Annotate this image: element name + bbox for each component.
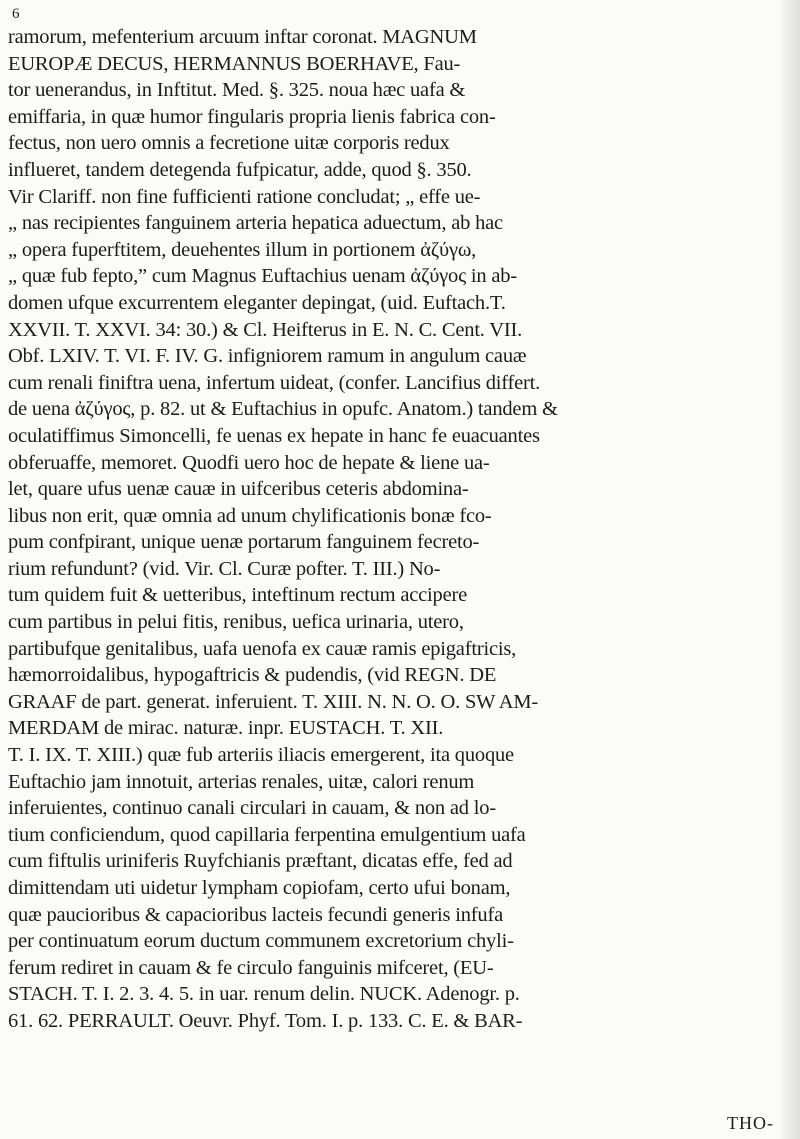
text-line: XXVII. T. XXVI. 34: 30.) & Cl. Heifterus in E. N. C. Cent. VII. bbox=[8, 318, 523, 341]
text-line: Obf. LXIV. T. VI. F. IV. G. infigniorem ramum in angulum cauæ bbox=[8, 345, 527, 368]
text-line: obferuaffe, memoret. Quodfi uero hoc de hepate & liene ua- bbox=[8, 451, 490, 474]
text-line: tium conficiendum, quod capillaria ferpentina emulgentium uafa bbox=[8, 823, 526, 846]
text-line: de uena ἀζύγος, p. 82. ut & Euftachius in opufc. Anatom.) tandem & bbox=[8, 398, 558, 421]
text-line: hæmorroidalibus, hypogaftricis & pudendis, (vid REGN. DE bbox=[8, 664, 497, 687]
catchword: THO- bbox=[727, 1113, 774, 1133]
text-line: „ quæ fub fepto,” cum Magnus Euftachius uenam ἀζύγος in ab- bbox=[8, 265, 517, 288]
text-body bbox=[8, 24, 773, 1035]
text-line: T. I. IX. T. XIII.) quæ fub arteriis iliacis emergerent, ita quoque bbox=[8, 744, 514, 767]
text-line: let, quare ufus uenæ cauæ in uifceribus ceteris abdomina- bbox=[8, 478, 469, 501]
text-line: oculatiffimus Simoncelli, fe uenas ex hepate in hanc fe euacuantes bbox=[8, 424, 540, 447]
text-line: libus non erit, quæ omnia ad unum chylificationis bonæ fco- bbox=[8, 504, 492, 527]
text-line: dimittendam uti uidetur lympham copiofam, certo ufui bonam, bbox=[8, 877, 511, 899]
text-line: GRAAF de part. generat. inferuient. T. XIII. N. N. O. O. SW AM- bbox=[8, 690, 538, 713]
text-line: tum quidem fuit & uetteribus, inteftinum rectum accipere bbox=[8, 584, 468, 607]
text-line: per continuatum eorum ductum communem excretorium chyli- bbox=[8, 930, 514, 953]
page-number: 6 bbox=[12, 6, 20, 22]
text-line: inferuientes, continuo canali circulari in cauam, & non ad lo- bbox=[8, 797, 496, 820]
text-line: domen ufque excurrentem eleganter depingat, (uid. Euftach.T. bbox=[8, 291, 506, 314]
text-line: 61. 62. PERRAULT. Oeuvr. Phyf. Tom. I. p. 133. C. E. & BAR- bbox=[8, 1009, 523, 1032]
text-line: EUROPÆ DECUS, HERMANNUS BOERHAVE, Fau- bbox=[8, 52, 461, 75]
text-line: ramorum, mefenterium arcuum inftar coronat. MAGNUM bbox=[8, 26, 477, 48]
text-line: „ opera fuperftitem, deuehentes illum in portionem ἀζύγω, bbox=[8, 238, 477, 261]
text-line: cum renali finiftra uena, infertum uideat, (confer. Lancifius differt. bbox=[8, 371, 541, 394]
text-line: MERDAM de mirac. naturæ. inpr. EUSTACH. T. XII. bbox=[8, 717, 444, 740]
page-edge bbox=[782, 0, 800, 1139]
text-line: pum confpirant, unique uenæ portarum fanguinem fecreto- bbox=[8, 531, 480, 554]
text-line: cum partibus in pelui fitis, renibus, uefica urinaria, utero, bbox=[8, 611, 464, 634]
text-line: Euftachio jam innotuit, arterias renales, uitæ, calori renum bbox=[8, 770, 475, 793]
text-line: tor uenerandus, in Inftitut. Med. §. 325. noua hæc uafa & bbox=[8, 79, 466, 102]
text-line: Vir Clariff. non fine fufficienti ratione concludat; „ effe ue- bbox=[8, 185, 481, 208]
text-line: partibufque genitalibus, uafa uenofa ex cauæ ramis epigaftricis, bbox=[8, 637, 517, 660]
text-line: rium refundunt? (vid. Vir. Cl. Curæ pofter. T. III.) No- bbox=[8, 557, 441, 580]
text-line: cum fiftulis uriniferis Ruyfchianis præftant, dicatas effe, fed ad bbox=[8, 850, 513, 873]
text-line: emiffaria, in quæ humor fingularis propria lienis fabrica con- bbox=[8, 105, 496, 128]
text-line: influeret, tandem detegenda fufpicatur, adde, quod §. 350. bbox=[8, 158, 472, 181]
text-line: fectus, non uero omnis a fecretione uitæ corporis redux bbox=[8, 132, 450, 155]
text-line: „ nas recipientes fanguinem arteria hepatica aduectum, ab hac bbox=[8, 212, 503, 235]
text-line: STACH. T. I. 2. 3. 4. 5. in uar. renum delin. NUCK. Adenogr. p. bbox=[8, 983, 520, 1006]
text-line: quæ paucioribus & capacioribus lacteis fecundi generis infufa bbox=[8, 903, 504, 926]
text-line: ferum rediret in cauam & fe circulo fanguinis mifceret, (EU- bbox=[8, 956, 494, 979]
